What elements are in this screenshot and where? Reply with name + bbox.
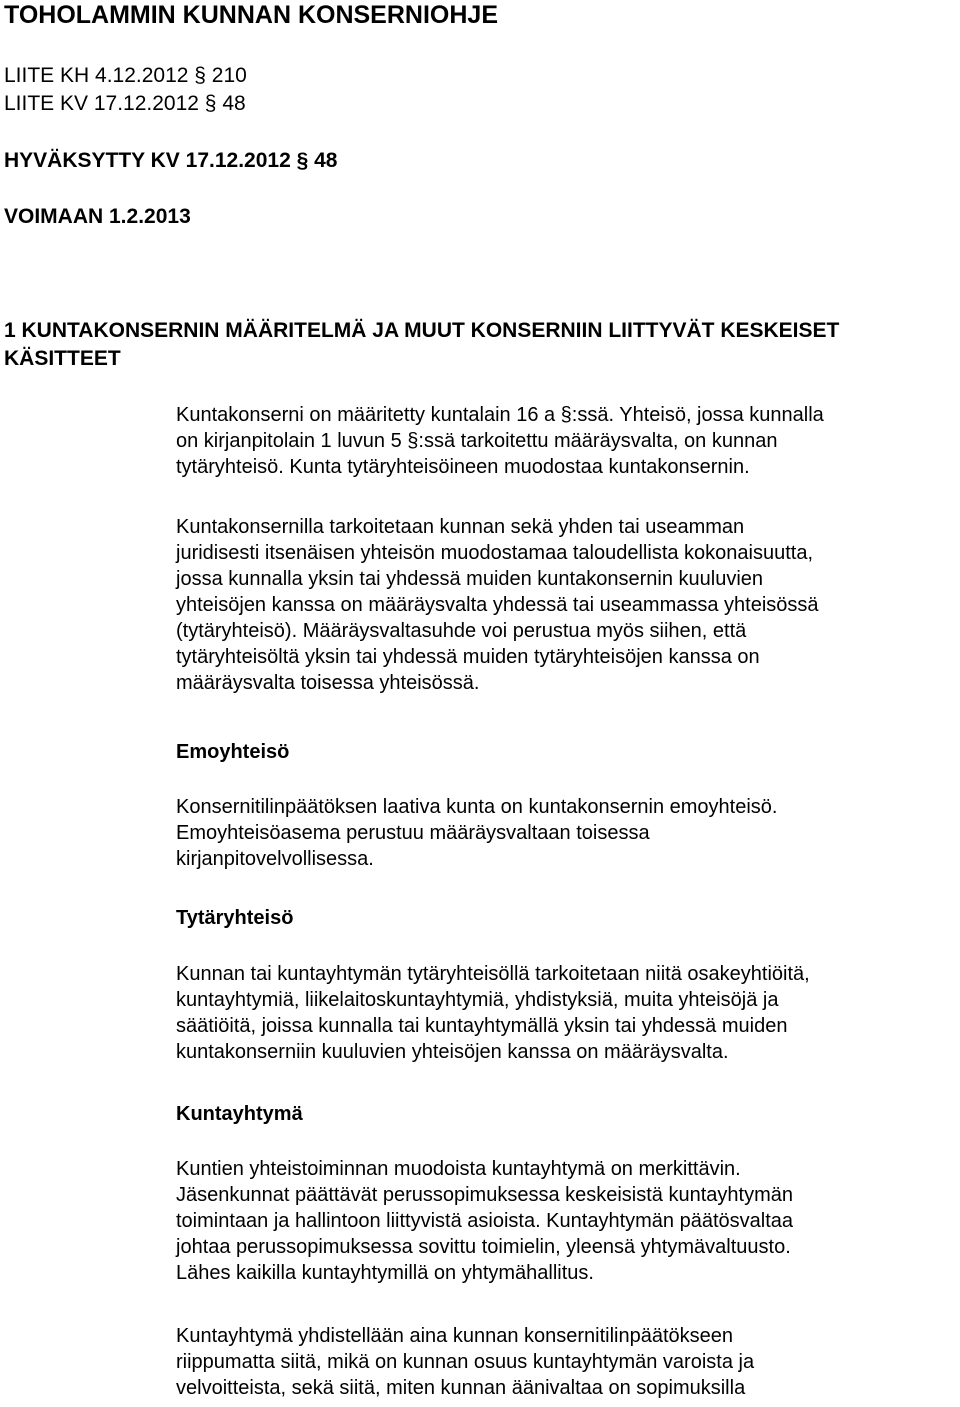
section-heading: [4, 317, 954, 373]
section-heading-line: KÄSITTEET: [4, 347, 121, 370]
meta-liite-kh: LIITE KH 4.12.2012 § 210: [4, 64, 247, 87]
paragraph-line: säätiöitä, joissa kunnalla tai kuntayhtymällä yksin tai yhdessä muiden: [176, 1015, 788, 1037]
paragraph-line: yhteisöjen kanssa on määräysvalta yhdessä tai useammassa yhteisössä: [176, 594, 819, 616]
paragraph-line: tytäryhteisöltä yksin tai yhdessä muiden tytäryhteisöjen kanssa on: [176, 646, 760, 668]
paragraph-line: Kunnan tai kuntayhtymän tytäryhteisöllä tarkoitetaan niitä osakeyhtiöitä,: [176, 963, 810, 985]
subheading-tytaryhteiso: Tytäryhteisö: [176, 907, 294, 929]
paragraph-line: Lähes kaikilla kuntayhtymillä on yhtymähallitus.: [176, 1262, 594, 1284]
paragraph-line: johtaa perussopimuksessa sovittu toimielin, yleensä yhtymävaltuusto.: [176, 1236, 791, 1258]
paragraph-line: tytäryhteisö. Kunta tytäryhteisöineen muodostaa kuntakonsernin.: [176, 456, 750, 478]
paragraph-emoyhteiso: [176, 794, 956, 872]
paragraph-line: määräysvalta toisessa yhteisössä.: [176, 672, 480, 694]
paragraph-line: toimintaan ja hallintoon liittyvistä asioista. Kuntayhtymän päätösvaltaa: [176, 1210, 794, 1232]
paragraph-line: velvoitteista, sekä siitä, miten kunnan äänivaltaa on sopimuksilla: [176, 1377, 746, 1399]
paragraph-line: kirjanpitovelvollisessa.: [176, 848, 374, 870]
paragraph-line: Emoyhteisöasema perustuu määräysvaltaan toisessa: [176, 822, 650, 844]
paragraph-line: Kuntien yhteistoiminnan muodoista kuntayhtymä on merkittävin.: [176, 1158, 741, 1180]
paragraph-line: Konsernitilinpäätöksen laativa kunta on kuntakonsernin emoyhteisö.: [176, 796, 778, 818]
paragraph-kuntakonsernilla: [176, 514, 956, 696]
paragraph-line: Kuntayhtymä yhdistellään aina kunnan konsernitilinpäätökseen: [176, 1325, 734, 1347]
subheading-kuntayhtyma: Kuntayhtymä: [176, 1103, 303, 1125]
subheading-emoyhteiso: Emoyhteisö: [176, 741, 290, 763]
paragraph-line: kuntakonserniin kuuluvien yhteisöjen kanssa on määräysvalta.: [176, 1041, 729, 1063]
paragraph-line: on kirjanpitolain 1 luvun 5 §:ssä tarkoitettu määräysvalta, on kunnan: [176, 430, 778, 452]
paragraph-line: riippumatta siitä, mikä on kunnan osuus kuntayhtymän varoista ja: [176, 1351, 755, 1373]
paragraph-line: juridisesti itsenäisen yhteisön muodostamaa taloudellista kokonaisuutta,: [176, 542, 814, 564]
paragraph-tytaryhteiso: [176, 961, 956, 1065]
paragraph-line: jossa kunnalla yksin tai yhdessä muiden kuntakonsernin kuuluvien: [176, 568, 764, 590]
paragraph-kuntayhtyma-1: [176, 1156, 956, 1286]
paragraph-line: Kuntakonserni on määritetty kuntalain 16 a §:ssä. Yhteisö, jossa kunnalla: [176, 404, 824, 426]
section-heading-line: 1 KUNTAKONSERNIN MÄÄRITELMÄ JA MUUT KONSERNIIN LIITTYVÄT KESKEISET: [4, 319, 840, 342]
meta-liite-kv: LIITE KV 17.12.2012 § 48: [4, 92, 246, 115]
meta-hyvaksytty: HYVÄKSYTTY KV 17.12.2012 § 48: [4, 149, 338, 172]
meta-voimaan: VOIMAAN 1.2.2013: [4, 205, 191, 228]
paragraph-line: Jäsenkunnat päättävät perussopimuksessa keskeisistä kuntayhtymän: [176, 1184, 794, 1206]
paragraph-line: kuntayhtymiä, liikelaitoskuntayhtymiä, yhdistyksiä, muita yhteisöjä ja: [176, 989, 779, 1011]
paragraph-kuntakonserni: [176, 402, 956, 480]
paragraph-line: Kuntakonsernilla tarkoitetaan kunnan sekä yhden tai useamman: [176, 516, 745, 538]
paragraph-kuntayhtyma-2: [176, 1323, 956, 1401]
document-title: TOHOLAMMIN KUNNAN KONSERNIOHJE: [4, 1, 498, 29]
paragraph-line: (tytäryhteisö). Määräysvaltasuhde voi perustua myös siihen, että: [176, 620, 747, 642]
